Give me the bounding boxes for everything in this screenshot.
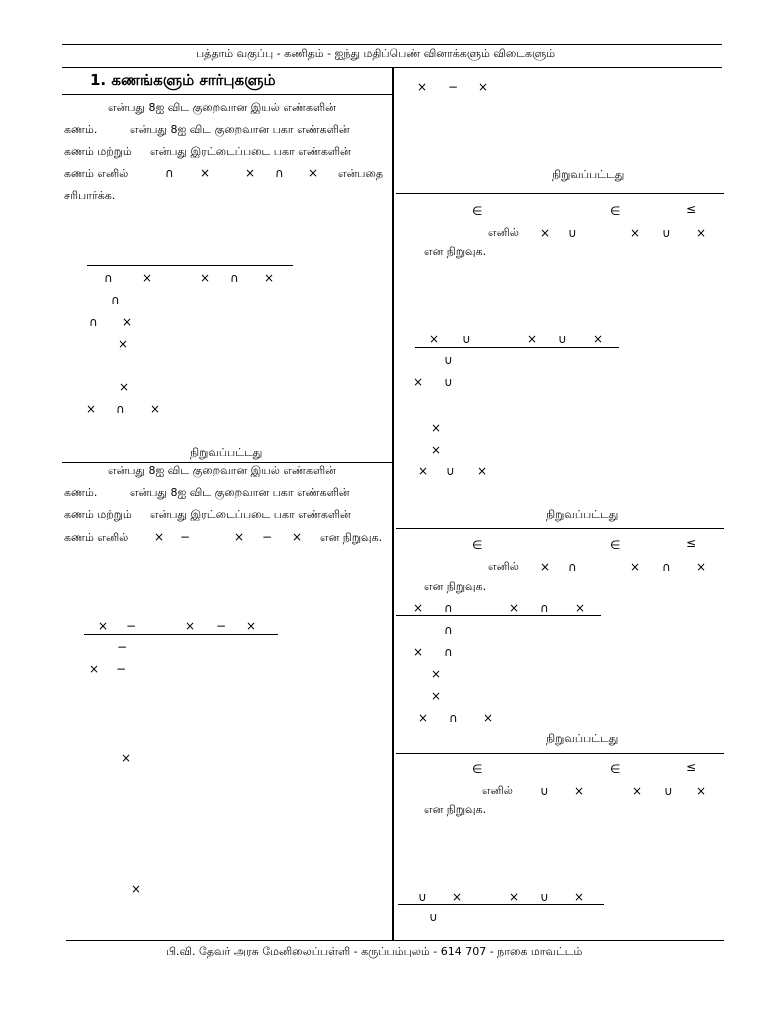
footer-text: பி.வி. தேவர் அரசு மேனிலைப்பள்ளி - கருப்பம்புலம் - 614 707 - நாகை மாவட்டம்: [166, 945, 583, 958]
s4-r3-b: ∩: [444, 645, 453, 659]
q4-r1-c: ≤: [686, 536, 697, 550]
q3-r2-a: ×: [540, 226, 551, 240]
s4-proved: நிறுவப்பட்டது: [546, 732, 619, 745]
s3-r6-c: ×: [477, 464, 488, 478]
s4-r1-b: ∩: [444, 601, 453, 615]
s1-r1-c: ×: [200, 271, 211, 285]
s3-proved: நிறுவப்பட்டது: [546, 508, 619, 521]
s3-r1-d: ∪: [558, 332, 567, 346]
right-section-rule-1: [396, 193, 724, 194]
q3-r1-b: ∈: [610, 204, 621, 218]
rt-r1-a: ×: [417, 80, 428, 94]
s5-r1-c: ×: [509, 890, 520, 904]
q5-r2-c: ×: [632, 784, 643, 798]
s5-r2-a: ∪: [429, 910, 438, 924]
s1-underline: [87, 265, 293, 266]
s1-r1-a: ∩: [104, 271, 113, 285]
s1-r6-a: ×: [86, 402, 97, 416]
s2-r1-a: ×: [98, 619, 109, 633]
s4-underline: [396, 615, 601, 616]
s4-r5-a: ×: [431, 689, 442, 703]
s3-r3-b: ∪: [444, 375, 453, 389]
q3-r2-b: ∪: [568, 226, 577, 240]
s4-r6-a: ×: [418, 711, 429, 725]
s1-r3-a: ∩: [89, 315, 98, 329]
q5-r2-d: ∪: [664, 784, 673, 798]
s4-r6-b: ∩: [449, 711, 458, 725]
q2-line2b: என்பது 8ஐ விட குறைவான பகா எண்களின்: [130, 486, 350, 499]
s2-r4-a: ×: [121, 751, 132, 765]
q1-sym-a: ∩: [165, 166, 174, 180]
q4-r2-e: ×: [696, 560, 707, 574]
s3-r5-a: ×: [431, 443, 442, 457]
chapter-title-rule: [62, 94, 392, 95]
q1-sym-e: ×: [308, 166, 319, 180]
q2-line4b: என நிறுவுக.: [320, 531, 383, 544]
q2-sym-b: −: [180, 530, 191, 544]
q2-sym-c: ×: [234, 530, 245, 544]
q4-r2-b: ∩: [568, 560, 577, 574]
q2-line2a: கணம்.: [64, 486, 98, 499]
q1-line4a: கணம் எனில்: [64, 167, 129, 180]
s3-r3-a: ×: [413, 375, 424, 389]
q2-line4a: கணம் எனில்: [64, 531, 129, 544]
q1-sym-d: ∩: [275, 166, 284, 180]
q2-line3a: கணம் மற்றும்: [64, 508, 132, 521]
s2-r2-a: −: [117, 640, 128, 654]
s2-r1-b: −: [126, 619, 137, 633]
header-title: பத்தாம் வகுப்பு - கணிதம் - ஐந்து மதிப்பெண் வினாக்களும் விடைகளும்: [196, 47, 556, 60]
rt-proved: நிறுவப்பட்டது: [552, 168, 625, 181]
s2-r1-c: ×: [185, 619, 196, 633]
s1-r4-a: ×: [118, 337, 129, 351]
s4-r1-d: ∩: [540, 601, 549, 615]
s4-r2-a: ∩: [444, 623, 453, 637]
q4-r2-word: எனில்: [488, 560, 519, 573]
s1-r1-d: ∩: [230, 271, 239, 285]
q2-sym-a: ×: [154, 530, 165, 544]
q3-r3: என நிறுவுக.: [424, 245, 487, 258]
q4-r2-d: ∩: [662, 560, 671, 574]
s5-r1-a: ∪: [418, 890, 427, 904]
s2-r3-b: −: [116, 662, 127, 676]
q2-line3b: என்பது இரட்டைப்படை பகா எண்களின்: [150, 508, 351, 521]
s4-r4-a: ×: [431, 667, 442, 681]
footer-rule: [66, 940, 724, 941]
s2-r5-a: ×: [131, 882, 142, 896]
s1-r3-b: ×: [122, 315, 133, 329]
s2-r1-d: −: [216, 619, 227, 633]
rt-r1-c: ×: [478, 80, 489, 94]
s4-r1-e: ×: [575, 601, 586, 615]
s2-underline: [84, 634, 278, 635]
q5-r1-b: ∈: [610, 762, 621, 776]
s4-r3-a: ×: [413, 645, 424, 659]
s4-r1-a: ×: [413, 601, 424, 615]
q1-line2a: கணம்.: [64, 123, 98, 136]
q1-line3b: என்பது இரட்டைப்படை பகா எண்களின்: [150, 145, 351, 158]
s3-r1-c: ×: [527, 332, 538, 346]
rt-r1-b: −: [448, 80, 459, 94]
q3-r1-c: ≤: [686, 202, 697, 216]
q2-sym-e: ×: [292, 530, 303, 544]
s4-r1-c: ×: [509, 601, 520, 615]
q4-r1-b: ∈: [610, 538, 621, 552]
q5-r2-word: எனில்: [482, 784, 513, 797]
q5-r2-a: ∪: [540, 784, 549, 798]
q5-r3: என நிறுவுக.: [424, 803, 487, 816]
s3-r6-b: ∪: [446, 464, 455, 478]
right-section-rule-2: [396, 528, 724, 529]
q4-r3: என நிறுவுக.: [424, 580, 487, 593]
q5-r1-a: ∈: [472, 762, 483, 776]
s3-r6-a: ×: [418, 464, 429, 478]
s1-r6-b: ∩: [116, 402, 125, 416]
right-section-rule-3: [396, 753, 724, 754]
q3-r1-a: ∈: [472, 204, 483, 218]
chapter-title: 1. கணங்களும் சார்புகளும்: [90, 71, 276, 89]
q1-line4b: என்பதை: [338, 167, 384, 180]
s3-r4-a: ×: [431, 421, 442, 435]
s1-r2-a: ∩: [111, 293, 120, 307]
header-top-rule: [62, 44, 722, 45]
q3-r2-d: ∪: [662, 226, 671, 240]
q4-r2-a: ×: [540, 560, 551, 574]
q3-r2-c: ×: [630, 226, 641, 240]
s2-r3-a: ×: [89, 662, 100, 676]
s1-proved: நிறுவப்பட்டது: [190, 446, 263, 459]
q2-sym-d: −: [262, 530, 273, 544]
q5-r2-b: ×: [574, 784, 585, 798]
q1-line1: என்பது 8ஐ விட குறைவான இயல் எண்களின்: [108, 101, 336, 114]
q4-r1-a: ∈: [472, 538, 483, 552]
s4-r6-c: ×: [483, 711, 494, 725]
s3-r1-b: ∪: [462, 332, 471, 346]
s5-underline: [398, 904, 604, 905]
s1-r5-a: ×: [119, 380, 130, 394]
s3-r1-e: ×: [593, 332, 604, 346]
q1-sym-b: ×: [200, 166, 211, 180]
q1-line5: சரிபார்க்க.: [64, 189, 116, 202]
s5-r1-e: ×: [574, 890, 585, 904]
q1-line3a: கணம் மற்றும்: [64, 145, 132, 158]
s5-r1-d: ∪: [540, 890, 549, 904]
q5-r2-e: ×: [696, 784, 707, 798]
s1-r6-c: ×: [150, 402, 161, 416]
s2-r1-e: ×: [246, 619, 257, 633]
s3-r1-a: ×: [429, 332, 440, 346]
s3-underline: [415, 347, 619, 348]
q3-r2-word: எனில்: [488, 226, 519, 239]
q4-r2-c: ×: [630, 560, 641, 574]
s3-r2-a: ∪: [444, 353, 453, 367]
s5-r1-b: ×: [452, 890, 463, 904]
q3-r2-e: ×: [696, 226, 707, 240]
q5-r1-c: ≤: [686, 760, 697, 774]
s1-r1-e: ×: [264, 271, 275, 285]
column-divider: [392, 68, 394, 940]
q2-line1: என்பது 8ஐ விட குறைவான இயல் எண்களின்: [108, 464, 336, 477]
q1-line2b: என்பது 8ஐ விட குறைவான பகா எண்களின்: [130, 123, 350, 136]
q1-sym-c: ×: [245, 166, 256, 180]
s1-r1-b: ×: [142, 271, 153, 285]
